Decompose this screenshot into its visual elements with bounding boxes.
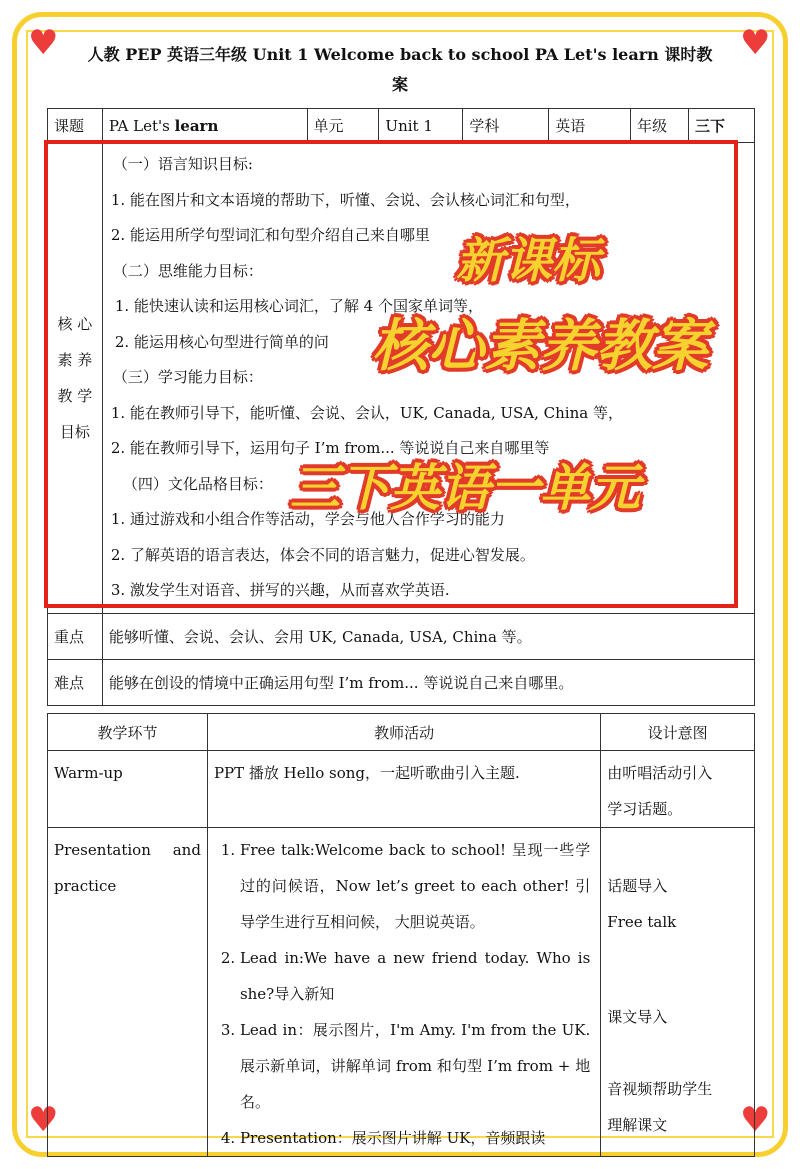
presentation-stage: Presentation and practice [48, 828, 208, 1157]
unit-label: 单元 [307, 109, 379, 143]
presentation-activities [207, 828, 600, 1157]
objectives-cell: （一）语言知识目标: 1. 能在图片和文本语境的帮助下，听懂、会说、会认核心词汇和句型， 2. 能运用所学句型词汇和句型介绍自己来自哪里 （二）思维能力目标： 1. 能快速认读和运用核心词汇，了解 4 个国家单词等， 2. 能运用核心句型进行简单的问 （三）学习能力目标： 1. 能在教师引导下，能听懂、会说、会认，UK, Canada, USA, China 等， 2. 能在教师引导下，运用句子 I’m from... 等说说自己来自哪里等 （四）文化品格目标： 1. 通过游戏和小组合作等活动，学会与他人合作学习的能力 2. 了解英语的语言表达，体会不同的语言魅力，促进心智发展。 3. 激发学生对语音、拼写的兴趣，从而喜欢学英语. [102, 143, 754, 614]
key-point-label: 重点 [48, 613, 103, 659]
subject-value: 英语 [549, 109, 631, 143]
unit-value: Unit 1 [379, 109, 463, 143]
warmup-row [48, 751, 755, 828]
grade-value: 三下 [689, 109, 755, 143]
page-title: 人教 PEP 英语三年级 Unit 1 Welcome back to school PA Let's learn 课时教案 [82, 40, 718, 70]
activity-item: 4. Presentation：展示图片讲解 UK，音频跟读 [240, 1120, 590, 1156]
presentation-row [48, 828, 755, 1157]
overlay-title-line3: 三下英语一单元 [290, 459, 640, 517]
key-point-row [48, 613, 755, 659]
info-row [48, 109, 755, 143]
difficulty-label: 难点 [48, 659, 103, 705]
topic-value: PA Let's learn [102, 109, 307, 143]
activity-item: 2. Lead in:We have a new friend today. Who is she?导入新知 [240, 940, 590, 1012]
activity-item: 3. Lead in：展示图片，I'm Amy. I'm from the UK. 展示新单词，讲解单词 from 和句型 I’m from + 地名。 [240, 1012, 590, 1120]
warmup-intent: 由听唱活动引入 学习话题。 [601, 751, 755, 828]
presentation-intent: 话题导入 Free talk 课文导入 音视频帮助学生 理解课文 [601, 828, 755, 1157]
grade-label: 年级 [631, 109, 689, 143]
warmup-activity: PPT 播放 Hello song，一起听歌曲引入主题. [207, 751, 600, 828]
heart-icon: ♥ [740, 1100, 771, 1140]
activity-item: 1. Free talk:Welcome back to school! 呈现一些学过的问候语，Now let’s greet to each other! 引导学生进行互相问候， 大胆说英语。 [240, 832, 590, 940]
process-header-row [48, 714, 755, 751]
topic-label: 课题 [48, 109, 103, 143]
teaching-process-table [47, 713, 755, 1157]
teacher-activity-header: 教师活动 [207, 714, 600, 751]
design-intent-header: 设计意图 [601, 714, 755, 751]
overlay-title-line1: 新课标 [456, 233, 601, 289]
key-point-text: 能够听懂、会说、会认、会用 UK, Canada, USA, China 等。 [102, 613, 754, 659]
difficulty-row [48, 659, 755, 705]
subject-label: 学科 [463, 109, 549, 143]
difficulty-text: 能够在创设的情境中正确运用句型 I’m from... 等说说自己来自哪里。 [102, 659, 754, 705]
warmup-stage: Warm-up [48, 751, 208, 828]
heart-icon: ♥ [28, 1100, 59, 1140]
core-literacy-label: 核 心 素 养 教 学 目标 [48, 143, 103, 614]
stage-header: 教学环节 [48, 714, 208, 751]
heart-icon: ♥ [28, 23, 59, 63]
heart-icon: ♥ [740, 23, 771, 63]
overlay-title-line2: 核心素养教案 [372, 314, 708, 379]
